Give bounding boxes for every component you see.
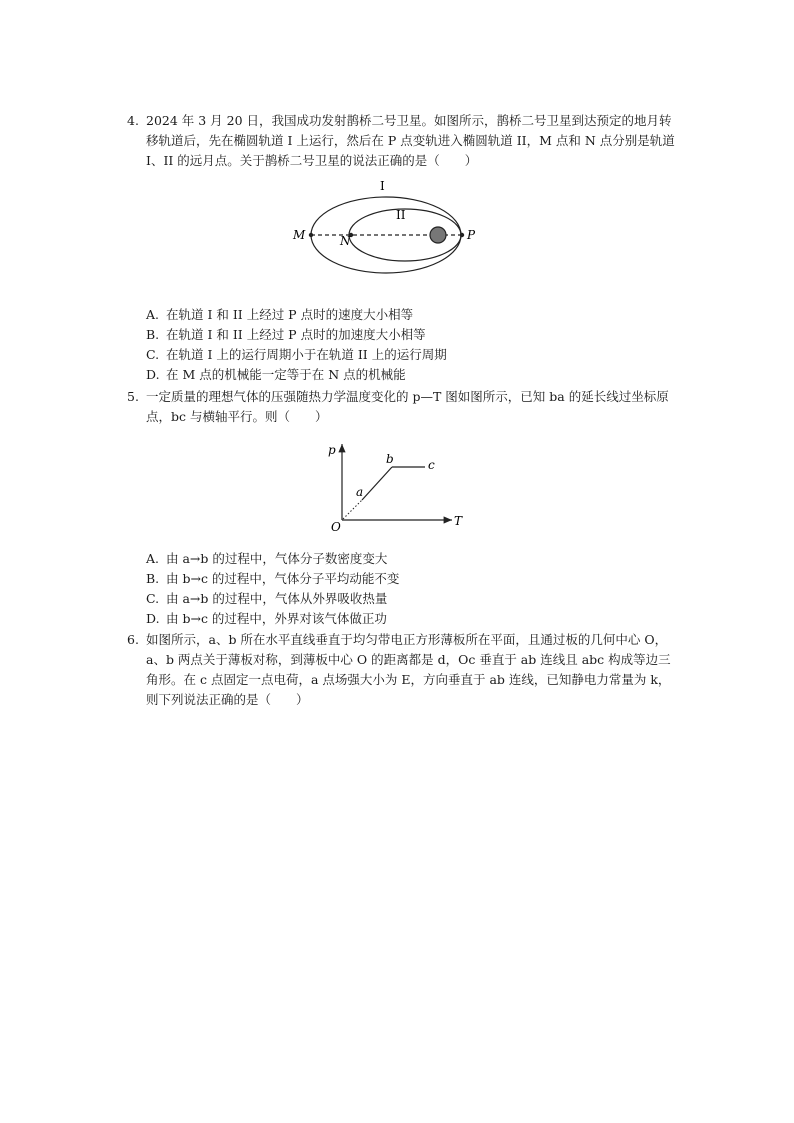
question-stem: 一定质量的理想气体的压强随热力学温度变化的 p—T 图如图所示，已知 ba 的延长线过坐标原点，bc 与横轴平行。则（ ） <box>146 389 669 424</box>
question-number: 6. <box>127 632 139 647</box>
orbit-diagram <box>285 177 490 277</box>
option-b[interactable]: B. 在轨道 I 和 II 上经过 P 点时的加速度大小相等 <box>146 327 426 342</box>
options-q5 <box>146 549 399 629</box>
question-4 <box>127 111 675 171</box>
label-n: N <box>340 234 351 248</box>
question-stem: 如图所示，a、b 所在水平直线垂直于均匀带电正方形薄板所在平面，且通过板的几何中心 O，a、b 两点关于薄板对称，到薄板中心 O 的距离都是 d，Oc 垂直于 ab 连线且 abc 构成等边三角形。在 c 点固定一点电荷，a 点场强大小为 E，方向垂直于 ab 连线，已知静电力常量为 k，则下列说法正确的是（ ） <box>146 632 671 707</box>
label-axis-t: T <box>454 514 463 528</box>
extension-line <box>343 500 362 519</box>
option-c[interactable]: C. 由 a→b 的过程中，气体从外界吸收热量 <box>146 591 388 606</box>
segment-ab <box>362 467 392 500</box>
label-orbit-ii: II <box>396 208 406 222</box>
label-point-b: b <box>386 452 394 466</box>
label-point-c: c <box>428 458 435 472</box>
question-5 <box>127 387 675 427</box>
options-q4 <box>146 305 447 385</box>
label-p: P <box>467 228 476 242</box>
label-m: M <box>293 228 306 242</box>
option-c[interactable]: C. 在轨道 I 上的运行周期小于在轨道 II 上的运行周期 <box>146 347 447 362</box>
option-a[interactable]: A. 由 a→b 的过程中，气体分子数密度变大 <box>146 551 388 566</box>
moon-icon <box>430 227 446 243</box>
p-t-graph <box>322 436 472 536</box>
label-axis-p: p <box>328 443 336 457</box>
question-stem: 2024 年 3 月 20 日，我国成功发射鹊桥二号卫星。如图所示，鹊桥二号卫星到达预定的地月转移轨道后，先在椭圆轨道 I 上运行，然后在 P 点变轨进入椭圆轨道 II，M 点和 N 点分别是轨道 I、II 的远月点。关于鹊桥二号卫星的说法正确的是（ ） <box>146 113 675 168</box>
question-number: 4. <box>127 113 139 128</box>
label-origin: O <box>331 520 341 534</box>
option-d[interactable]: D. 由 b→c 的过程中，外界对该气体做正功 <box>146 611 387 626</box>
option-b[interactable]: B. 由 b→c 的过程中，气体分子平均动能不变 <box>146 571 400 586</box>
label-point-a: a <box>356 485 364 499</box>
point-p <box>460 233 464 237</box>
question-number: 5. <box>127 389 139 404</box>
option-d[interactable]: D. 在 M 点的机械能一定等于在 N 点的机械能 <box>146 367 406 382</box>
question-6 <box>127 630 675 710</box>
option-a[interactable]: A. 在轨道 I 和 II 上经过 P 点时的速度大小相等 <box>146 307 414 322</box>
label-orbit-i: I <box>380 179 385 193</box>
point-m <box>309 233 313 237</box>
